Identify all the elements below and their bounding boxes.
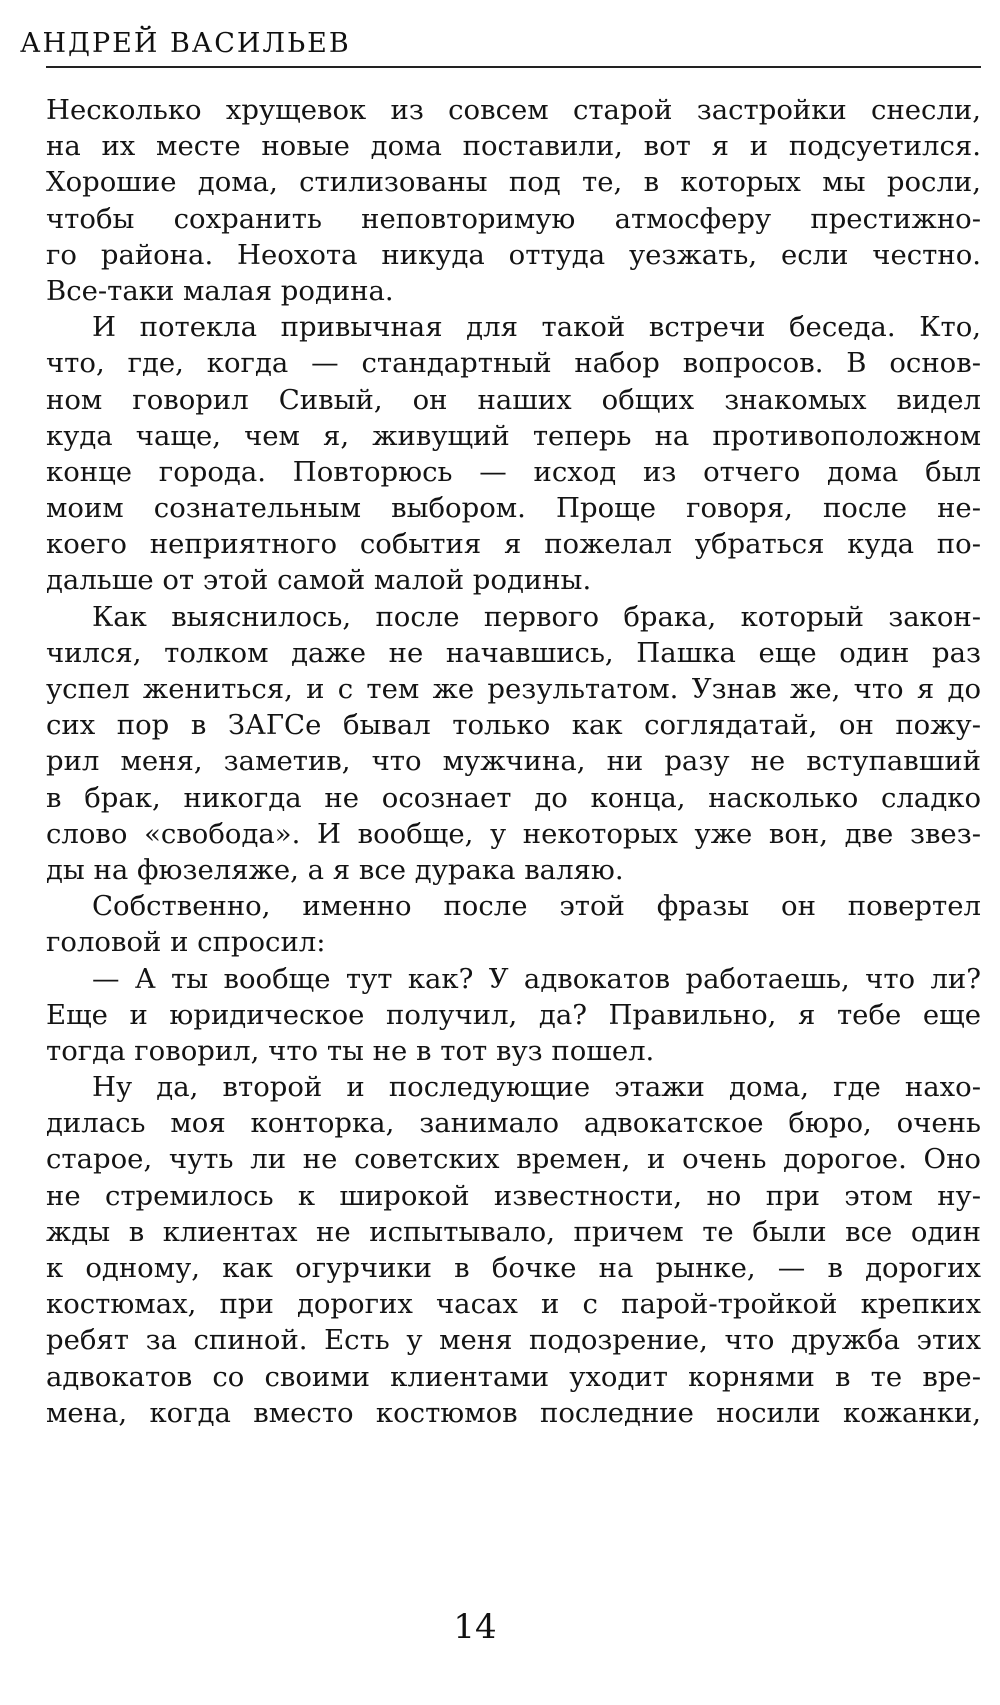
text-line: ды на фюзеляже, а я все дурака валяю. bbox=[46, 853, 624, 886]
paragraph bbox=[46, 888, 981, 960]
body-text bbox=[46, 92, 981, 1431]
text-line: тогда говорил, что ты не в тот вуз пошел. bbox=[46, 1034, 655, 1067]
text-line: на их месте новые дома поставили, вот я и подсуетился. bbox=[46, 130, 981, 163]
text-line: жды в клиентах не испытывало, причем те были все один bbox=[46, 1215, 981, 1248]
text-line: дилась моя конторка, занимало адвокатское бюро, очень bbox=[46, 1107, 981, 1140]
text-line: ном говорил Сивый, он наших общих знакомых видел bbox=[46, 383, 981, 416]
text-line: конце города. Повторюсь — исход из отчего дома был bbox=[46, 455, 981, 488]
text-line: рил меня, заметив, что мужчина, ни разу не вступавший bbox=[46, 745, 981, 778]
text-line: Хорошие дома, стилизованы под те, в которых мы росли, bbox=[46, 166, 981, 199]
text-line: Собственно, именно после этой фразы он повертел bbox=[92, 890, 981, 923]
text-line: чтобы сохранить неповторимую атмосферу престижно- bbox=[46, 202, 981, 235]
text-line: старое, чуть ли не советских времен, и очень дорогое. Оно bbox=[46, 1143, 981, 1176]
text-line: слово «свобода». И вообще, у некоторых уже вон, две звез- bbox=[46, 817, 981, 850]
paragraph bbox=[46, 309, 981, 599]
text-line: куда чаще, чем я, живущий теперь на противоположном bbox=[46, 419, 981, 452]
text-line: дальше от этой самой малой родины. bbox=[46, 564, 592, 597]
text-line: чился, толком даже не начавшись, Пашка еще один раз bbox=[46, 636, 981, 669]
text-line: Несколько хрущевок из совсем старой застройки снесли, bbox=[46, 94, 981, 126]
text-line: успел жениться, и с тем же результатом. Узнав же, что я до bbox=[46, 673, 981, 705]
text-line: адвокатов со своими клиентами уходит корнями в те вре- bbox=[46, 1360, 981, 1393]
text-line: мена, когда вместо костюмов последние носили кожанки, bbox=[46, 1396, 981, 1429]
text-line: ребят за спиной. Есть у меня подозрение, что дружба этих bbox=[46, 1324, 981, 1357]
text-line: коего неприятного события я пожелал убраться куда по- bbox=[46, 528, 981, 561]
text-line: сих пор в ЗАГСе бывал только как соглядатай, он пожу- bbox=[46, 709, 981, 742]
text-line: И потекла привычная для такой встречи беседа. Кто, bbox=[92, 311, 981, 344]
paragraph bbox=[46, 599, 981, 889]
paragraph bbox=[46, 961, 981, 1070]
text-line: костюмах, при дорогих часах и с парой-тройкой крепких bbox=[46, 1288, 981, 1321]
text-line: в брак, никогда не осознает до конца, насколько сладко bbox=[46, 781, 981, 814]
paragraph bbox=[46, 92, 981, 309]
text-line: Как выяснилось, после первого брака, который закон- bbox=[92, 600, 981, 633]
text-line: не стремилось к широкой известности, но при этом ну- bbox=[46, 1179, 981, 1212]
text-line: головой и спросил: bbox=[46, 926, 326, 959]
header-rule bbox=[46, 66, 981, 68]
text-line: к одному, как огурчики в бочке на рынке, — в дорогих bbox=[46, 1252, 981, 1284]
text-line: Еще и юридическое получил, да? Правильно, я тебе еще bbox=[46, 998, 981, 1031]
text-line: что, где, когда — стандартный набор вопросов. В основ- bbox=[46, 347, 981, 380]
text-line: Все-таки малая родина. bbox=[46, 274, 394, 307]
text-line: — А ты вообще тут как? У адвокатов работаешь, что ли? bbox=[92, 962, 981, 995]
text-line: Ну да, второй и последующие этажи дома, где нахо- bbox=[92, 1071, 981, 1104]
running-head-author: АНДРЕЙ ВАСИЛЬЕВ bbox=[20, 28, 351, 59]
text-line: го района. Неохота никуда оттуда уезжать, если честно. bbox=[46, 238, 981, 271]
text-line: моим сознательным выбором. Проще говоря, после не- bbox=[46, 492, 981, 525]
paragraph bbox=[46, 1069, 981, 1431]
page-number: 14 bbox=[453, 1607, 497, 1647]
